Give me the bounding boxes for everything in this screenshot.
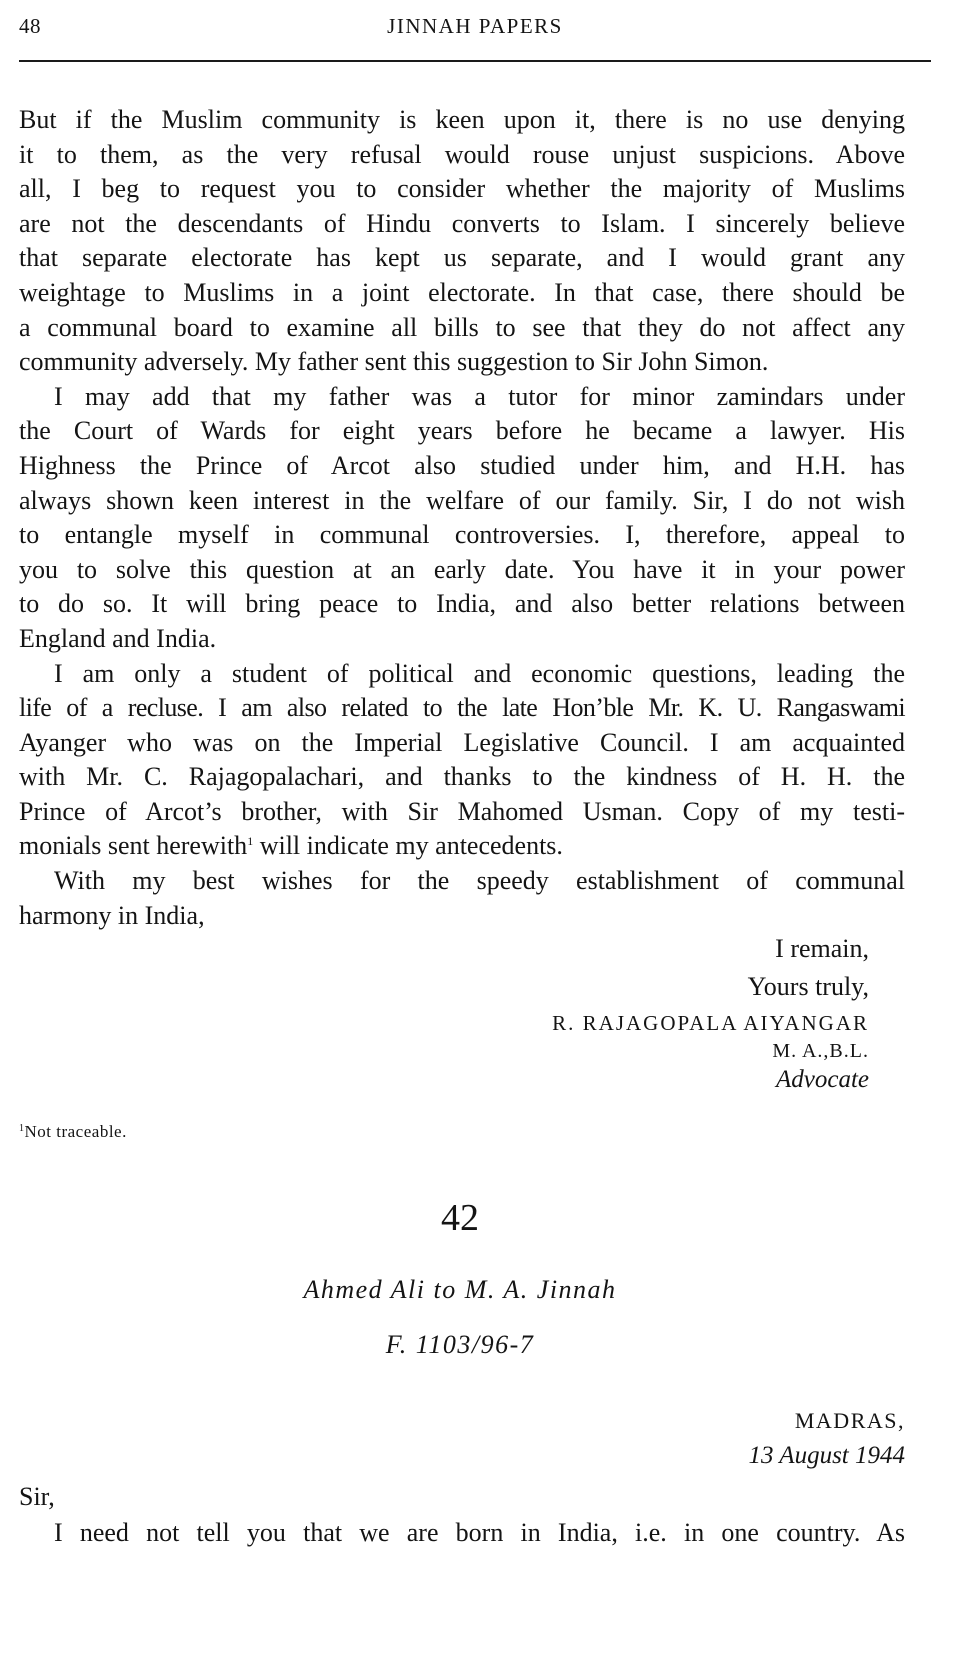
text-line: the Court of Wards for eight years before he became a lawyer. His bbox=[19, 416, 905, 446]
text-line: community adversely. My father sent this suggestion to Sir John Simon. bbox=[19, 347, 769, 377]
document-number: 42 bbox=[441, 1197, 479, 1239]
text-line: Prince of Arcot’s brother, with Sir Mahomed Usman. Copy of my testi- bbox=[19, 796, 905, 826]
signatory-degrees: M. A.,B.L. bbox=[772, 1040, 869, 1062]
letter-41-body bbox=[19, 103, 905, 933]
text-line: I need not tell you that we are born in India, i.e. in one country. As bbox=[54, 1518, 905, 1547]
text-line: are not the descendants of Hindu converts to Islam. I sincerely believe bbox=[19, 208, 905, 238]
text-line: harmony in India, bbox=[19, 900, 205, 930]
text-line: But if the Muslim community is keen upon it, there is no use denying bbox=[19, 105, 905, 134]
text-line: England and India. bbox=[19, 623, 217, 653]
page-number: 48 bbox=[19, 14, 41, 38]
footnote-marker: 1 bbox=[247, 834, 254, 849]
text-line: I may add that my father was a tutor for minor zamindars under bbox=[54, 381, 905, 411]
header-rule bbox=[19, 60, 931, 62]
text-segment: monials sent herewith bbox=[19, 831, 248, 861]
text-line: always shown keen interest in the welfare of our family. Sir, I do not wish bbox=[19, 485, 905, 515]
text-line: Ayanger who was on the Imperial Legislative Council. I am acquainted bbox=[19, 727, 905, 757]
valediction: Yours truly, bbox=[747, 972, 869, 1001]
text-line: weightage to Muslims in a joint electorate. In that case, there should be bbox=[19, 277, 905, 307]
text-line: to entangle myself in communal controversies. I, therefore, appeal to bbox=[19, 520, 905, 550]
text-line: Highness the Prince of Arcot also studied under him, and H.H. has bbox=[19, 450, 905, 480]
signatory-designation: Advocate bbox=[775, 1066, 869, 1093]
text-line: I am only a student of political and economic questions, leading the bbox=[54, 658, 905, 688]
text-line: all, I beg to request you to consider whether the majority of Muslims bbox=[19, 174, 905, 204]
file-reference: F. 1103/96-7 bbox=[385, 1330, 535, 1359]
letter-date: 13 August 1944 bbox=[748, 1442, 905, 1469]
document-heading: Ahmed Ali to M. A. Jinnah bbox=[303, 1275, 617, 1304]
text-line: a communal board to examine all bills to see that they do not affect any bbox=[19, 312, 905, 342]
running-header bbox=[19, 8, 931, 42]
text-segment: will indicate my antecedents. bbox=[259, 831, 563, 861]
footnote-text: Not traceable. bbox=[24, 1122, 127, 1141]
text-line: that separate electorate has kept us separate, and I would grant any bbox=[19, 243, 905, 273]
text-line-with-footnote bbox=[19, 829, 905, 864]
signatory-name: R. RAJAGOPALA AIYANGAR bbox=[552, 1011, 869, 1035]
closing: I remain, bbox=[775, 934, 869, 963]
footnote bbox=[19, 1122, 127, 1142]
letter-place: MADRAS, bbox=[794, 1408, 905, 1433]
text-line: to do so. It will bring peace to India, and also better relations between bbox=[19, 589, 905, 619]
text-line: with Mr. C. Rajagopalachari, and thanks to the kindness of H. H. the bbox=[19, 762, 905, 792]
text-line: you to solve this question at an early date. You have it in your power bbox=[19, 554, 905, 584]
salutation: Sir, bbox=[19, 1482, 55, 1511]
footnote-number: 1 bbox=[19, 1123, 25, 1134]
running-title: JINNAH PAPERS bbox=[387, 14, 563, 38]
text-line: With my best wishes for the speedy establishment of communal bbox=[54, 866, 905, 896]
text-line: it to them, as the very refusal would rouse unjust suspicions. Above bbox=[19, 139, 905, 169]
text-line: life of a recluse. I am also related to the late Hon’ble Mr. K. U. Rangaswami bbox=[19, 693, 905, 723]
